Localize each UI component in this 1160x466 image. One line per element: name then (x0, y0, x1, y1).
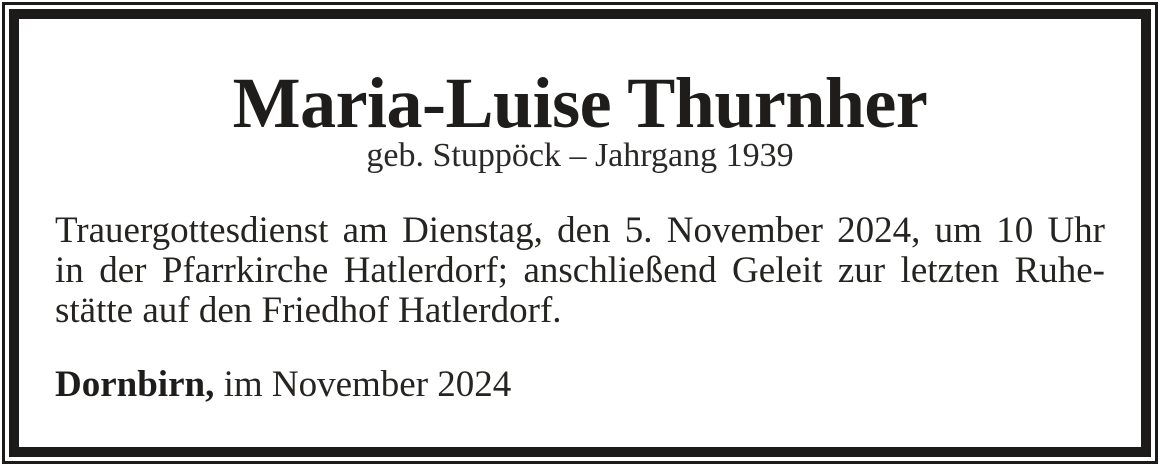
closing-line (55, 365, 1105, 405)
place-name: Dornbirn, (55, 364, 215, 405)
detail-line-1: Trauergottesdienst am Dienstag, den 5. November 2024, um 10 Uhr (55, 210, 1105, 251)
notice-content (19, 19, 1141, 447)
inner-border-rule (9, 9, 1151, 457)
service-details (55, 211, 1105, 331)
date-text: im November 2024 (214, 364, 512, 405)
outer-border-rule (2, 2, 1158, 464)
deceased-name: Maria-Luise Thurnher (232, 63, 928, 143)
birth-name-line: geb. Stuppöck – Jahrgang 1939 (366, 137, 794, 174)
detail-line-3: stätte auf den Friedhof Hatlerdorf. (55, 290, 562, 331)
detail-line-2: in der Pfarrkirche Hatlerdorf; anschließend Geleit zur letzten Ruhe- (55, 250, 1105, 291)
